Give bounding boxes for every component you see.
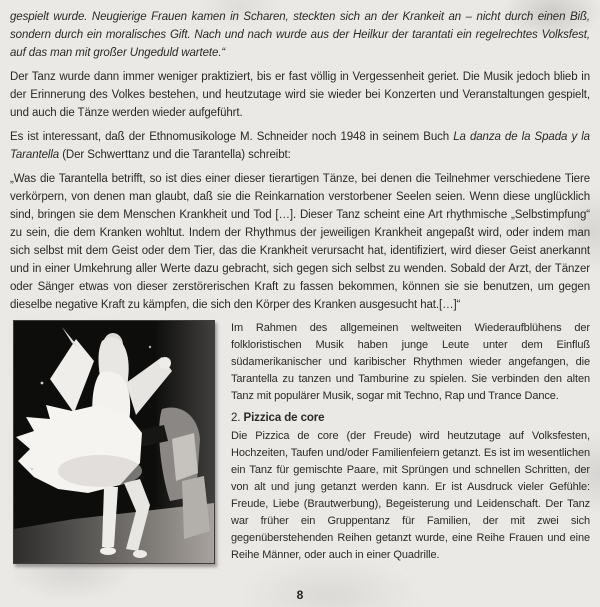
right-text-column: [231, 320, 590, 568]
paragraph-wiederaufbluehen: Im Rahmen des allgemeinen weltweiten Wiederaufblühens der folkloristischen Musik haben junge Leute unter dem Einfluß südamerikanischer und karibischer Rhythmen wieder angefangen, die Tarantella zu tanzen und Tamburine zu spielen. Sie verbinden den alten Tanz mit populärer Musik, sogar mit Techno, Rap und Trance Dance.: [231, 322, 590, 402]
dancer-photo-illustration: [14, 321, 214, 563]
paragraph-schneider-quote: „Was die Tarantella betrifft, so ist dies einer dieser tierartigen Tänze, bei denen die Teilnehmer verschiedene Tiere verkörpern, von denen man glaubt, daß sie die Reinkarnation verstorbener Seelen seien. Wenn diese unglücklich sind, bringen sie dem Menschen Krankheit und Tod […]. Dieser Tanz scheint eine Art rhythmische „Selbstimpfung“ zu sein, die dem Kranken wohltut. Indem der Rhythmus der jeweiligen Krankheit angepaßt wird, oder indem man sich selbst mit dem Geist oder dem Tier, das die Krankheit verursacht hat, identifiziert, wird dieser Geist anerkannt und in einer Umkehrung aller Werte dazu gebracht, sich gegen sich selbst zu wenden. Sobald der Arzt, der Tänzer oder Sänger etwas von dieser zerstörerischen Kraft zu fassen bekommen, können sie sie benutzen, um gegen dieselbe negative Kraft zu kämpfen, die sich den Körper des Kranken ausgesucht hat.[…]“: [10, 173, 590, 311]
section-heading-pizzica: [231, 410, 590, 426]
book-title: La danza de la Spada y la Tarantella: [10, 131, 590, 161]
dancer-photo: [13, 320, 215, 564]
paragraph-tanz-vergessenheit: Der Tanz wurde dann immer weniger praktiziert, bis er fast völlig in Vergessenheit geriet. Die Musik jedoch blieb in der Erinnerung des Volkes bestehen, und heutzutage wird sie wieder bei Konzerten und Veranstaltungen gespielt, und auch die Tänze werden wieder aufgeführt.: [10, 71, 590, 119]
schneider-intro-text: Es ist interessant, daß der Ethnomusikologe M. Schneider noch 1948 in seinem Buch: [10, 131, 454, 143]
schneider-intro-after: (Der Schwerttanz und die Tarantella) schreibt:: [59, 149, 291, 161]
paragraph-quote-continuation: gespielt wurde. Neugierige Frauen kamen in Scharen, steckten sich an der Krankeit an – nicht durch einen Biß, sondern durch ein moralisches Gift. Nach und nach wurde aus der Heilkur der tarantati ein regelrechtes Volksfest, auf das man mit großer Ungeduld wartete.“: [10, 11, 590, 59]
page-number: 8: [296, 588, 304, 602]
section-number: 2.: [231, 412, 244, 424]
photo-and-text-row: [10, 320, 590, 568]
paragraph-pizzica-description: Die Pizzica de core (der Freude) wird heutzutage auf Volksfesten, Hochzeiten, Taufen und/oder Familienfeiern getanzt. Es ist im wesentlichen ein Tanz für gemischte Paare, mit Sprüngen und schnellen Schritten, der von alt und jung getanzt werden kann. Er ist Ausdruck vieler Gefühle: Freude, Liebe (Brautwerbung), Begeisterung und Leidenschaft. Der Tanz war früher ein Gruppentanz für Familien, der mit zwei sich gegenüberstehenden Reihen getanzt wurde, eine Reihe Frauen und eine Reihe Männer, oder auch in einer Quadrille.: [231, 430, 590, 561]
paragraph-schneider-intro: [10, 128, 590, 164]
section-title: Pizzica de core: [243, 412, 325, 424]
